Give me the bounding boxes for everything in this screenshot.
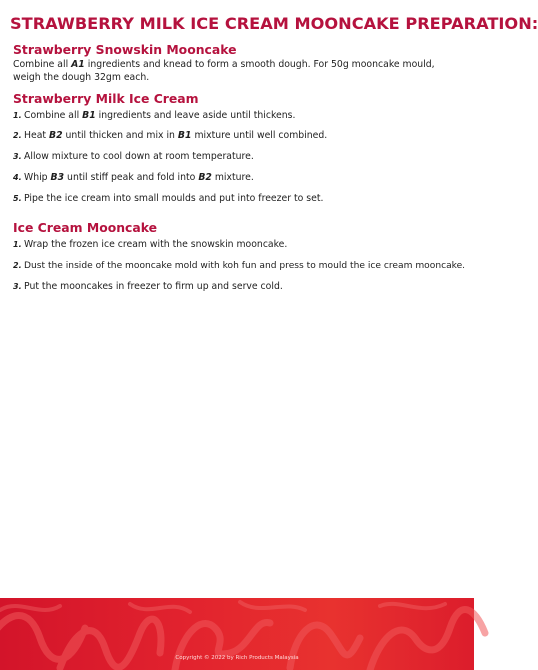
- mooncake-step-3: [13, 280, 468, 293]
- milk-step-3: [13, 150, 468, 163]
- step-text: Dust the inside of the mooncake mold with koh fun and press to mould the ice cream mooncake.: [24, 261, 466, 271]
- snowskin-instructions: [13, 58, 463, 84]
- step-text: mixture.: [211, 172, 254, 183]
- step-text: Allow mixture to cool down at room temperature.: [24, 151, 254, 162]
- mooncake-step-1: [13, 238, 468, 251]
- step-number: 5.: [13, 194, 22, 203]
- step-number: 2.: [13, 261, 22, 270]
- copyright-notice: Copyright © 2022 by Rich Products Malaysia: [175, 655, 299, 661]
- step-ref: B2: [49, 130, 63, 141]
- step-ref: B3: [50, 172, 65, 183]
- milk-step-1: [13, 109, 468, 122]
- step-text: Combine all: [24, 110, 83, 121]
- milk-step-4: [13, 171, 468, 184]
- step-number: 1.: [13, 240, 22, 249]
- step-number: 3.: [13, 282, 22, 291]
- step-ref: B1: [82, 110, 96, 121]
- step-text: Heat: [24, 130, 50, 141]
- step-text: Pipe the ice cream into small moulds and put into freezer to set.: [24, 193, 324, 204]
- ice-cream-mooncake-heading: Ice Cream Mooncake: [13, 220, 158, 235]
- step-text: until stiff peak and fold into: [64, 172, 199, 183]
- snowskin-text-before: Combine all: [13, 59, 72, 70]
- step-text: ingredients and leave aside until thickens.: [95, 110, 296, 121]
- step-ref: B1: [177, 130, 192, 141]
- step-text: Put the mooncakes in freezer to firm up and serve cold.: [24, 281, 283, 292]
- step-number: 2.: [13, 131, 22, 140]
- step-number: 3.: [13, 152, 22, 161]
- page-title: STRAWBERRY MILK ICE CREAM MOONCAKE PREPARATION:: [10, 14, 538, 33]
- step-text: mixture until well combined.: [191, 130, 328, 141]
- milk-ice-cream-heading: Strawberry Milk Ice Cream: [13, 91, 199, 106]
- milk-step-2: [13, 129, 468, 142]
- step-ref: B2: [198, 172, 212, 183]
- step-number: 1.: [13, 111, 22, 120]
- step-text: Wrap the frozen ice cream with the snowskin mooncake.: [24, 239, 288, 250]
- step-text: Whip: [24, 172, 51, 183]
- step-text: until thicken and mix in: [62, 130, 178, 141]
- snowskin-heading: Strawberry Snowskin Mooncake: [13, 42, 237, 57]
- snowskin-text-after: ingredients and knead to form a smooth dough. For 50g mooncake mould, weigh the dough 32gm each.: [13, 59, 435, 83]
- snowskin-ref-a1: A1: [71, 59, 85, 70]
- mooncake-step-2: [13, 259, 468, 273]
- milk-step-5: [13, 192, 468, 205]
- step-number: 4.: [13, 173, 22, 182]
